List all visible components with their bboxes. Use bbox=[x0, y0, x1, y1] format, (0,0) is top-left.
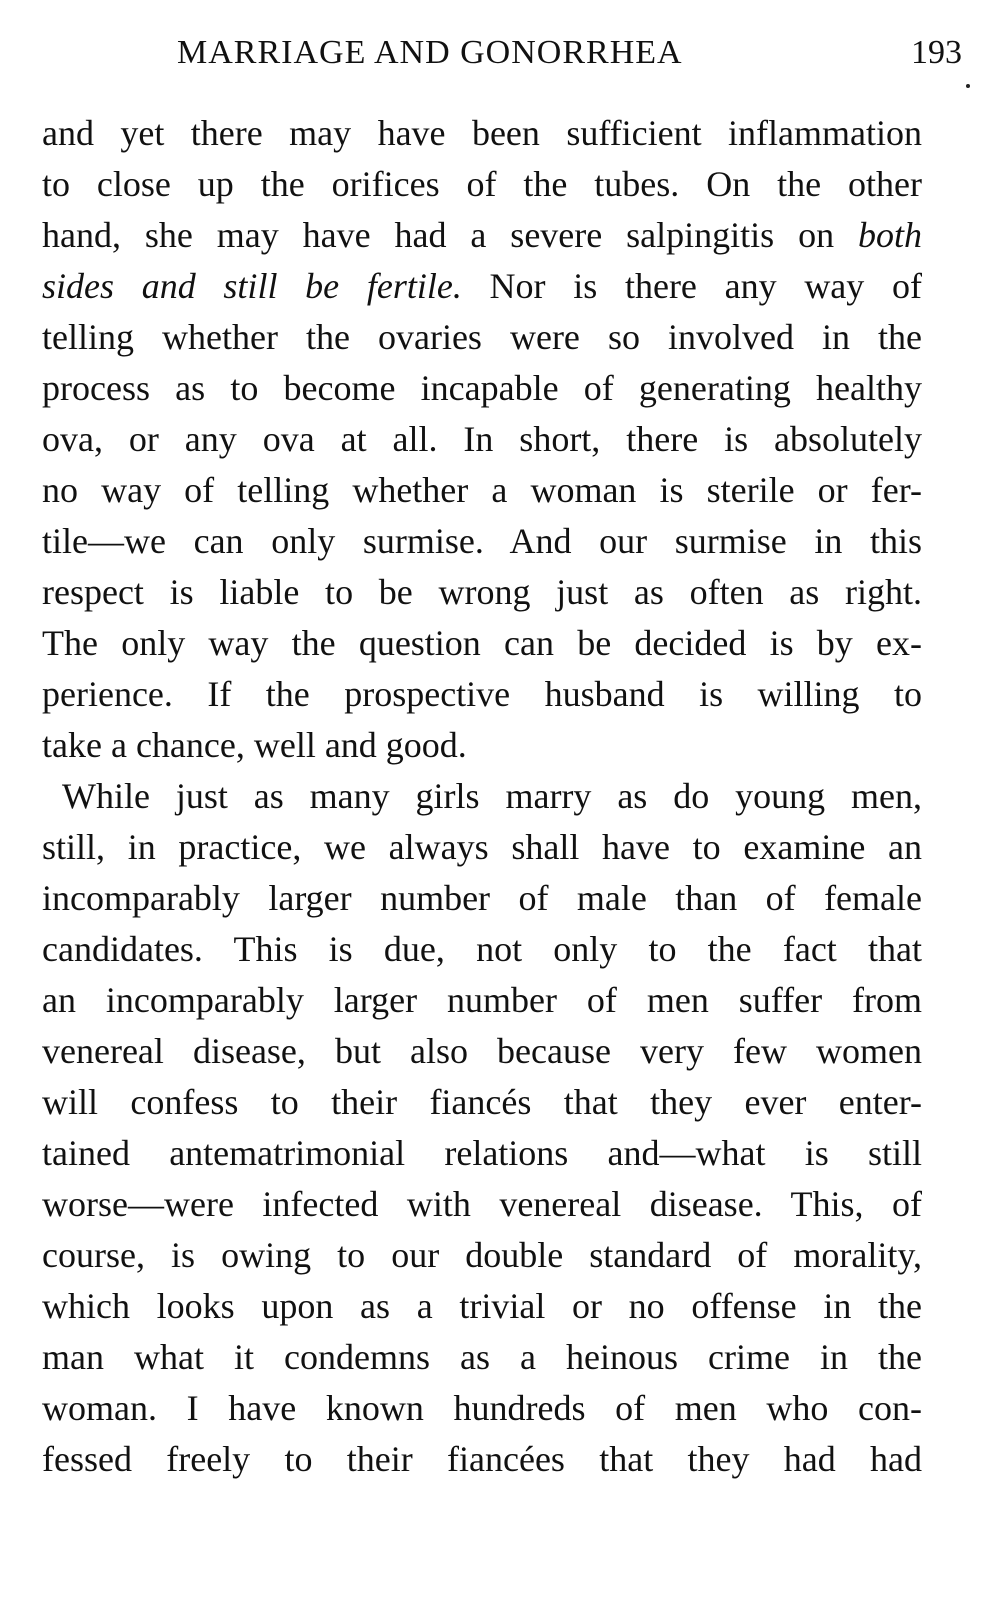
text-line: candidates. This is due, not only to the fact that bbox=[42, 929, 922, 969]
body-text bbox=[42, 108, 922, 1485]
text-line: fessed freely to their fiancées that they had had bbox=[42, 1439, 922, 1479]
text-line: While just as many girls marry as do young men, bbox=[62, 776, 922, 816]
text-line: incomparably larger number of male than of female bbox=[42, 878, 922, 918]
text-line: an incomparably larger number of men suffer from bbox=[42, 980, 922, 1020]
text-line: and yet there may have been sufficient inflammation bbox=[42, 113, 922, 153]
text-line: man what it condemns as a heinous crime in the bbox=[42, 1337, 922, 1377]
text-segment: hand, she may have had a severe salpingitis on bbox=[42, 215, 858, 255]
text-line bbox=[42, 210, 922, 261]
text-line: telling whether the ovaries were so involved in the bbox=[42, 317, 922, 357]
text-line: process as to become incapable of generating healthy bbox=[42, 368, 922, 408]
page-number: 193 bbox=[911, 34, 962, 71]
text-line: respect is liable to be wrong just as often as right. bbox=[42, 572, 922, 612]
text-line bbox=[42, 261, 922, 312]
text-line: tile—we can only surmise. And our surmise in this bbox=[42, 521, 922, 561]
text-line: still, in practice, we always shall have to examine an bbox=[42, 827, 922, 867]
text-line: woman. I have known hundreds of men who con- bbox=[42, 1388, 922, 1428]
italic-text: sides and still be fertile. bbox=[42, 266, 462, 306]
text-line: ova, or any ova at all. In short, there is absolutely bbox=[42, 419, 922, 459]
text-line: worse—were infected with venereal disease. This, of bbox=[42, 1184, 922, 1224]
text-segment: Nor is there any way of bbox=[461, 266, 922, 306]
print-speck bbox=[966, 84, 970, 88]
text-line: course, is owing to our double standard of morality, bbox=[42, 1235, 922, 1275]
text-line: will confess to their fiancés that they ever enter- bbox=[42, 1082, 922, 1122]
text-line: The only way the question can be decided is by ex- bbox=[42, 623, 922, 663]
running-title: MARRIAGE AND GONORRHEA bbox=[177, 34, 683, 71]
text-line: take a chance, well and good. bbox=[42, 725, 467, 765]
text-line: to close up the orifices of the tubes. On the other bbox=[42, 164, 922, 204]
text-line: perience. If the prospective husband is willing to bbox=[42, 674, 922, 714]
text-line: tained antematrimonial relations and—what is still bbox=[42, 1133, 922, 1173]
text-line: which looks upon as a trivial or no offense in the bbox=[42, 1286, 922, 1326]
text-line: venereal disease, but also because very few women bbox=[42, 1031, 922, 1071]
text-line: no way of telling whether a woman is sterile or fer- bbox=[42, 470, 922, 510]
running-header bbox=[40, 34, 962, 84]
italic-text: both bbox=[857, 215, 922, 255]
